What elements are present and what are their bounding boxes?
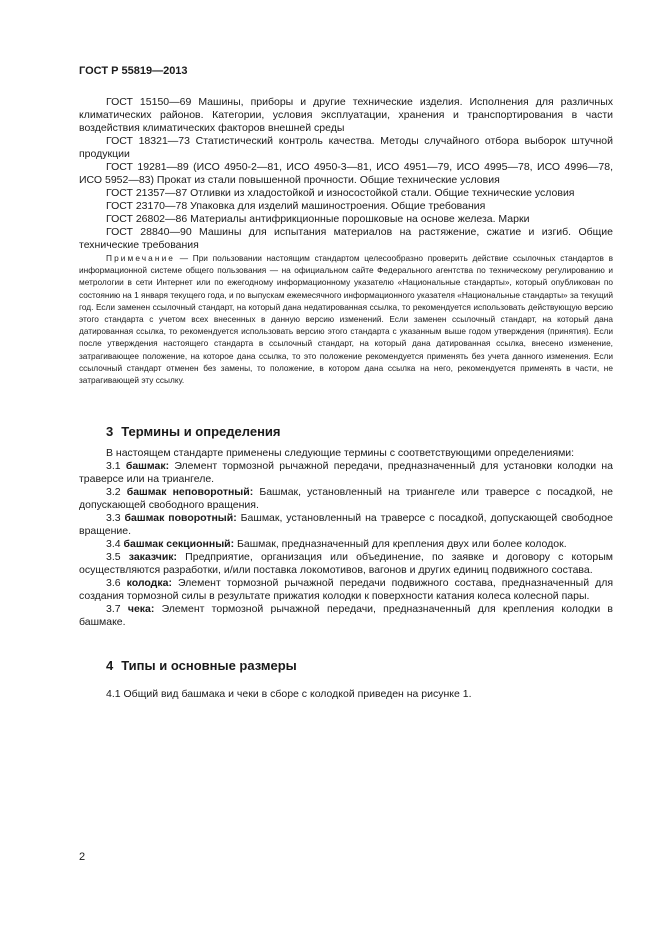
term-text: Элемент тормозной рычажной передачи, предназначенный для крепления колодки в башмаке.: [79, 603, 613, 628]
term-text: Башмак, предназначенный для крепления двух или более колодок.: [234, 538, 567, 550]
terms-definitions: [79, 447, 613, 629]
term-text: Предприятие, организация или объединение, по заявке и договору с которым осуществляются разработки, и/или поставка локомотивов, вагонов и других единиц подвижного состава.: [79, 551, 613, 576]
term-text: Элемент тормозной рычажной передачи подвижного состава, предназначенный для создания тормозной силы в результате прижатия колодки к поверхности катания колеса колесной пары.: [79, 577, 614, 602]
reference-item: ГОСТ 28840—90 Машины для испытания материалов на растяжение, сжатие и изгиб. Общие технические требования: [79, 226, 613, 251]
term-name: заказчик:: [128, 551, 178, 563]
document-header: ГОСТ Р 55819—2013: [79, 65, 188, 77]
reference-item: ГОСТ 18321—73 Статистический контроль качества. Методы случайного отбора выборок штучной продукции: [79, 135, 613, 160]
term-name: башмак:: [125, 460, 170, 472]
section-4-heading: [106, 658, 297, 673]
section-3-heading: [106, 424, 281, 439]
term-name: башмак неповоротный:: [126, 486, 254, 498]
term-definition: [79, 460, 613, 486]
term-definition: [79, 551, 613, 577]
note-text: — При пользовании настоящим стандартом целесообразно проверить действие ссылочных стандартов в информационной системе общего пользования — на официальном сайте Федерального агентства по техническому регулированию и метрологии в сети Интернет или по ежегодному информационному указателю «Национальные стандарты», который опубликован по состоянию на 1 января текущего года, и по выпускам ежемесячного информационного указателя «Национальные стандарты» за текущий год. Если заменен ссылочный стандарт, на который дана недатированная ссылка, то рекомендуется использовать действующую версию этого стандарта с учетом всех внесенных в данную версию изменений. Если заменен ссылочный стандарт, на который дана датированная ссылка, то рекомендуется использовать версию этого стандарта с указанным выше годом утверждения (принятия). Если после утверждения настоящего стандарта в ссылочный стандарт, на который дана датированная ссылка, внесено изменение, затрагивающее положение, на которое дана ссылка, то это положение рекомендуется применять без учета данного изменения. Если ссылочный стандарт отменен без замены, то положение, в котором дана ссылка на него, рекомендуется применять в части, не затрагивающей эту ссылку.: [79, 253, 613, 386]
note-label: Примечание: [106, 253, 176, 263]
section-number: 4: [106, 658, 114, 673]
term-name: башмак секционный:: [123, 538, 235, 550]
term-number: 3.2: [106, 486, 121, 498]
term-name: колодка:: [126, 577, 172, 589]
term-name: башмак поворотный:: [124, 512, 237, 524]
term-definition: [79, 512, 613, 538]
section-title: Типы и основные размеры: [121, 658, 297, 673]
term-text: Башмак, установленный на триангеле или траверсе с посадкой, не допускающей свободного вращения.: [79, 486, 613, 511]
term-definition: [79, 577, 613, 603]
term-definition: [79, 486, 613, 512]
term-name: чека:: [127, 603, 155, 615]
section-4-body: [79, 688, 613, 701]
section-intro: В настоящем стандарте применены следующие термины с соответствующими определениями:: [106, 447, 575, 459]
section-number: 3: [106, 424, 114, 439]
term-number: 3.7: [106, 603, 121, 615]
page-number: 2: [79, 851, 86, 863]
paragraph-4-1: 4.1 Общий вид башмака и чеки в сборе с колодкой приведен на рисунке 1.: [106, 688, 472, 700]
references-note: [79, 252, 613, 386]
section-title: Термины и определения: [121, 424, 281, 439]
term-number: 3.4: [106, 538, 121, 550]
reference-item: ГОСТ 19281—89 (ИСО 4950-2—81, ИСО 4950-3—81, ИСО 4951—79, ИСО 4995—78, ИСО 4996—78, ИСО 5952—83) Прокат из стали повышенной прочности. Общие технические условия: [79, 161, 613, 186]
term-text: Элемент тормозной рычажной передачи, предназначенный для установки колодки на траверсе или на триангеле.: [79, 460, 613, 485]
term-definition: [79, 538, 613, 551]
normative-references-list: [79, 96, 613, 252]
reference-item: ГОСТ 15150—69 Машины, приборы и другие технические изделия. Исполнения для различных климатических районов. Категории, условия эксплуатации, хранения и транспортирования в части воздействия климатических факторов внешней среды: [79, 96, 613, 134]
term-number: 3.3: [106, 512, 121, 524]
term-number: 3.6: [106, 577, 121, 589]
term-text: Башмак, установленный на траверсе с посадкой, допускающей свободное вращение.: [79, 512, 613, 537]
reference-item: ГОСТ 23170—78 Упаковка для изделий машиностроения. Общие требования: [106, 200, 486, 212]
term-number: 3.1: [106, 460, 121, 472]
term-number: 3.5: [106, 551, 121, 563]
reference-item: ГОСТ 21357—87 Отливки из хладостойкой и износостойкой стали. Общие технические условия: [106, 187, 575, 199]
term-definition: [79, 603, 613, 629]
reference-item: ГОСТ 26802—86 Материалы антифрикционные порошковые на основе железа. Марки: [106, 213, 530, 225]
